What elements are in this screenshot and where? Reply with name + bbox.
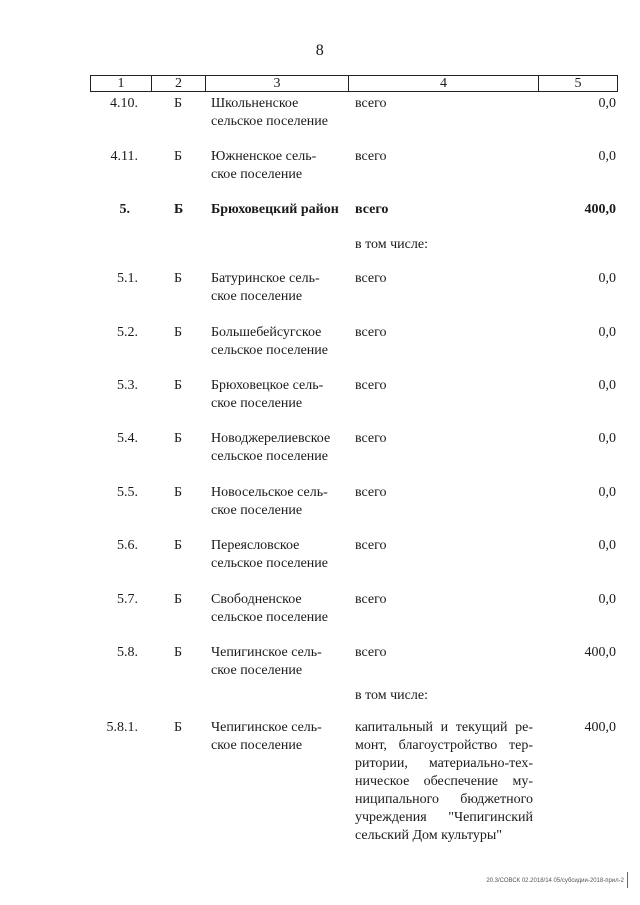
row-name-line: Большебейсугское	[211, 325, 322, 340]
row-description-line: ническое обеспечение му-	[355, 774, 533, 789]
row-name-line: Южненское сель-	[211, 149, 317, 164]
row-description-line: сельский Дом культуры"	[355, 828, 502, 843]
row-name-line: Чепигинское сель-	[211, 720, 322, 735]
row-category: Б	[174, 485, 183, 500]
row-category: Б	[174, 149, 183, 164]
row-name-line: ское поселение	[211, 289, 303, 304]
header-col-4: 4	[349, 76, 539, 91]
table-header-row	[90, 75, 618, 92]
row-value: 0,0	[598, 96, 616, 111]
row-description-line: ниципального бюджетного	[355, 792, 533, 807]
row-number: 5.5.	[117, 485, 138, 500]
row-number: 5.3.	[117, 378, 138, 393]
row-description-line: монт, благоустройство тер-	[355, 738, 533, 753]
page-number: 8	[315, 42, 325, 59]
row-name-line: Свободненское	[211, 592, 302, 607]
row-number: 5.7.	[117, 592, 138, 607]
row-number: 5.8.1.	[106, 720, 138, 735]
row-name-line: ское поселение	[211, 167, 303, 182]
row-category: Б	[174, 720, 183, 735]
row-name	[211, 201, 351, 219]
row-description: всего	[355, 538, 387, 553]
row-name-line: Чепигинское сель-	[211, 645, 322, 660]
row-number: 5.8.	[117, 645, 138, 660]
row-name	[211, 644, 343, 680]
row-value: 0,0	[598, 378, 616, 393]
row-category: Б	[174, 592, 183, 607]
footer-document-code: 20.3/СОВСК 02.2018/14 05/субсидии-2018-прил-2	[486, 878, 624, 884]
row-name	[211, 537, 343, 573]
footer-mark	[627, 872, 632, 888]
row-description: всего	[355, 149, 387, 164]
row-description: всего	[355, 378, 387, 393]
row-number: 5.4.	[117, 431, 138, 446]
row-category: Б	[174, 96, 183, 111]
row-name	[211, 430, 346, 466]
row-name-line: Школьненское	[211, 96, 299, 111]
row-name-line: Батуринское сель-	[211, 271, 320, 286]
row-name-line: ское поселение	[211, 396, 303, 411]
row-category: Б	[174, 645, 183, 660]
row-name-line: Новоджерелиевское	[211, 431, 331, 446]
row-description: всего	[355, 485, 387, 500]
row-name-line: Переясловское	[211, 538, 300, 553]
row-value: 0,0	[598, 431, 616, 446]
header-col-1: 1	[91, 76, 152, 91]
row-value: 0,0	[598, 592, 616, 607]
row-value: 0,0	[598, 485, 616, 500]
row-name	[211, 591, 343, 627]
row-description: всего	[355, 96, 387, 111]
row-description-line: учреждения "Чепигинский	[355, 810, 533, 825]
row-name	[211, 719, 343, 755]
row-category: Б	[174, 271, 183, 286]
row-value: 0,0	[598, 538, 616, 553]
row-number: 5.1.	[117, 271, 138, 286]
row-value: 0,0	[598, 271, 616, 286]
row-number: 4.11.	[110, 149, 138, 164]
row-name-line: сельское поселение	[211, 343, 328, 358]
row-number: 5.2.	[117, 325, 138, 340]
row-name-line: сельское поселение	[211, 449, 328, 464]
row-description-line: капитальный и текущий ре-	[355, 720, 533, 735]
row-category: Б	[174, 325, 183, 340]
row-description: всего	[355, 202, 389, 217]
row-description: всего	[355, 592, 387, 607]
row-category: Б	[174, 538, 183, 553]
row-category: Б	[174, 202, 184, 217]
row-name-line: сельское поселение	[211, 556, 328, 571]
row-name	[211, 148, 343, 184]
row-name	[211, 270, 343, 306]
row-description-line: ритории, материально-тех-	[355, 756, 533, 771]
subtitle-including: в том числе:	[355, 237, 428, 252]
row-name	[211, 484, 343, 520]
row-name-line: Брюховецкий район	[211, 202, 339, 217]
row-value: 0,0	[598, 325, 616, 340]
header-col-5: 5	[574, 76, 582, 91]
row-category: Б	[174, 378, 183, 393]
row-name-line: ское поселение	[211, 503, 303, 518]
row-name	[211, 377, 343, 413]
row-name-line: сельское поселение	[211, 114, 328, 129]
row-number: 5.	[119, 202, 130, 217]
row-name-line: ское поселение	[211, 738, 303, 753]
row-value: 400,0	[584, 202, 616, 217]
row-description	[355, 719, 533, 845]
row-name-line: сельское поселение	[211, 610, 328, 625]
row-number: 4.10.	[110, 96, 138, 111]
header-col-3: 3	[206, 76, 349, 91]
header-col-2: 2	[152, 76, 206, 91]
row-name-line: ское поселение	[211, 663, 303, 678]
row-name-line: Брюховецкое сель-	[211, 378, 324, 393]
row-value: 400,0	[584, 720, 616, 735]
subtitle-including: в том числе:	[355, 688, 428, 703]
row-name	[211, 324, 343, 360]
row-description: всего	[355, 325, 387, 340]
row-category: Б	[174, 431, 183, 446]
row-value: 0,0	[598, 149, 616, 164]
row-name	[211, 95, 343, 131]
row-description: всего	[355, 271, 387, 286]
row-name-line: Новосельское сель-	[211, 485, 328, 500]
row-description: всего	[355, 431, 387, 446]
row-number: 5.6.	[117, 538, 138, 553]
row-value: 400,0	[584, 645, 616, 660]
row-description: всего	[355, 645, 387, 660]
